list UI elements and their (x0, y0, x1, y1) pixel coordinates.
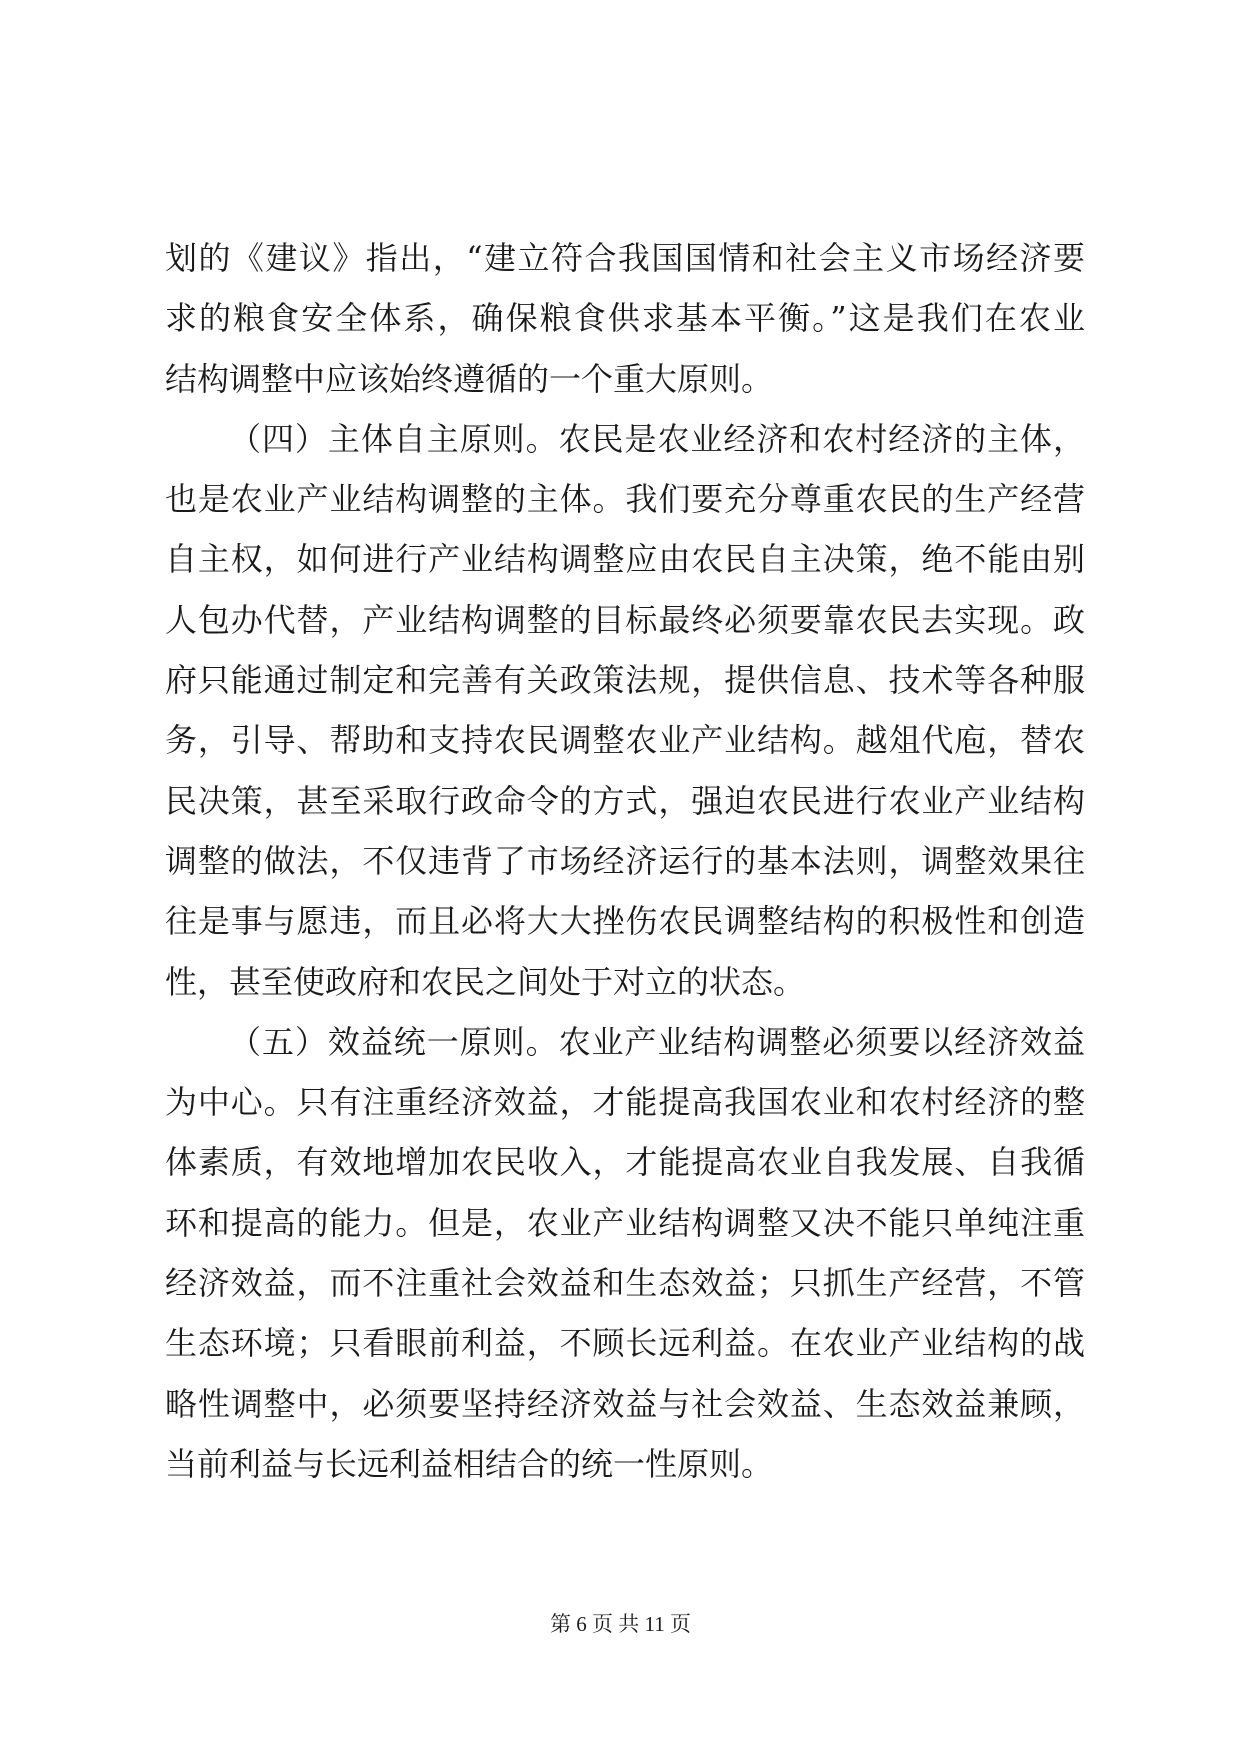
text-line: 往是事与愿违，而且必将大大挫伤农民调整结构的积极性和创造 (165, 902, 1085, 941)
text-line: 划的《建议》指出，“建立符合我国国情和社会主义市场经济要 (165, 239, 1085, 277)
text-line: 经济效益，而不注重社会效益和生态效益；只抓生产经营，不管 (165, 1264, 1085, 1303)
text-line: 结构调整中应该始终遵循的一个重大原则。 (165, 359, 774, 398)
paragraph-start-line: （五）效益统一原则。农业产业结构调整必须要以经济效益 (229, 1022, 1085, 1061)
page-number-footer: 第 6 页 共 11 页 (550, 1612, 691, 1636)
paragraph-start-line: （四）主体自主原则。农民是农业经济和农村经济的主体， (229, 419, 1085, 458)
text-line: 略性调整中，必须要坚持经济效益与社会效益、生态效益兼顾， (165, 1384, 1085, 1423)
text-line: 自主权，如何进行产业结构调整应由农民自主决策，绝不能由别 (165, 540, 1085, 579)
text-line: 环和提高的能力。但是，农业产业结构调整又决不能只单纯注重 (165, 1203, 1085, 1242)
text-line: 性，甚至使政府和农民之间处于对立的状态。 (165, 962, 806, 1001)
text-line: 生态环境；只看眼前利益，不顾长远利益。在农业产业结构的战 (165, 1324, 1085, 1363)
text-line: 为中心。只有注重经济效益，才能提高我国农业和农村经济的整 (165, 1083, 1085, 1122)
document-body (165, 228, 1085, 1494)
text-line: 人包办代替，产业结构调整的目标最终必须要靠农民去实现。政 (165, 600, 1085, 639)
text-line: 民决策，甚至采取行政命令的方式，强迫农民进行农业产业结构 (165, 781, 1085, 820)
text-line: 也是农业产业结构调整的主体。我们要充分尊重农民的生产经营 (165, 480, 1085, 519)
text-line: 务，引导、帮助和支持农民调整农业产业结构。越俎代庖，替农 (165, 721, 1085, 760)
text-line: 求的粮食安全体系，确保粮食供求基本平衡。”这是我们在农业 (165, 299, 1085, 338)
text-line: 调整的做法，不仅违背了市场经济运行的基本法则，调整效果往 (165, 841, 1085, 880)
text-line: 体素质，有效地增加农民收入，才能提高农业自我发展、自我循 (165, 1143, 1085, 1182)
text-line: 当前利益与长远利益相结合的统一性原则。 (165, 1444, 774, 1483)
text-line: 府只能通过制定和完善有关政策法规，提供信息、技术等各种服 (165, 661, 1085, 700)
